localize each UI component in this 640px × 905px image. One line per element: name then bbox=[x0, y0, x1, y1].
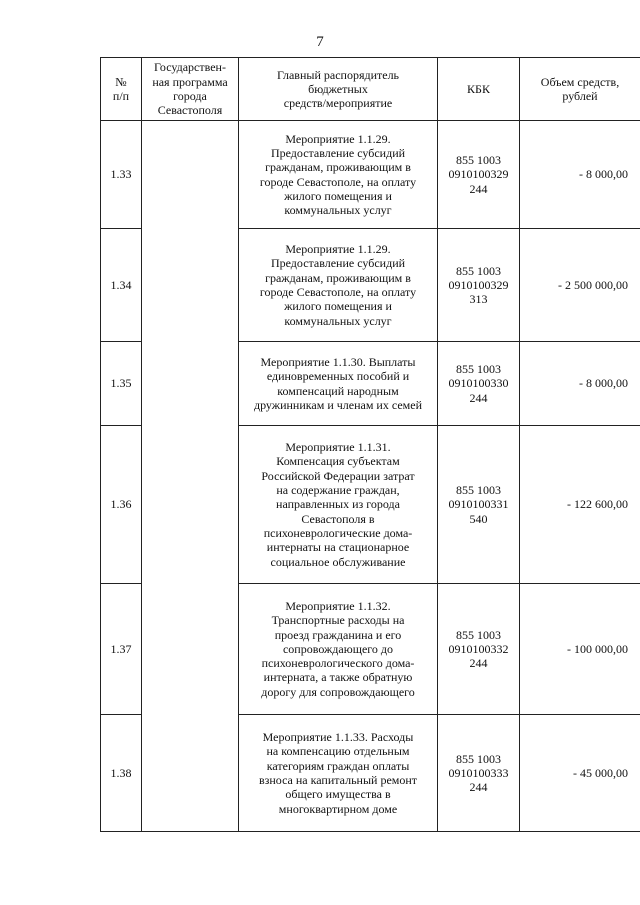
amount-cell: - 100 000,00 bbox=[520, 584, 640, 715]
program-cell bbox=[142, 121, 239, 832]
header-distributor: Главный распорядитель бюджетных средств/мероприятие bbox=[239, 58, 438, 121]
kbk-cell: 855 1003 0910100332 244 bbox=[438, 584, 520, 715]
header-kbk: КБК bbox=[438, 58, 520, 121]
amount-cell: - 122 600,00 bbox=[520, 426, 640, 584]
row-number: 1.36 bbox=[101, 426, 142, 584]
kbk-cell: 855 1003 0910100330 244 bbox=[438, 342, 520, 426]
amount-cell: - 8 000,00 bbox=[520, 342, 640, 426]
amount-cell: - 45 000,00 bbox=[520, 715, 640, 832]
activity-cell: Мероприятие 1.1.32. Транспортные расходы на проезд гражданина и его сопровождающего до психоневрологического дома- интерната, а также обратную дорогу для сопровождающего bbox=[239, 584, 438, 715]
kbk-cell: 855 1003 0910100329 313 bbox=[438, 229, 520, 342]
budget-table bbox=[100, 57, 640, 832]
row-number: 1.38 bbox=[101, 715, 142, 832]
header-volume: Объем средств, рублей bbox=[520, 58, 640, 121]
table-row bbox=[101, 121, 640, 229]
kbk-cell: 855 1003 0910100331 540 bbox=[438, 426, 520, 584]
activity-cell: Мероприятие 1.1.29. Предоставление субсидий гражданам, проживающим в городе Севастополе, на оплату жилого помещения и коммунальных услуг bbox=[239, 121, 438, 229]
activity-cell: Мероприятие 1.1.29. Предоставление субсидий гражданам, проживающим в городе Севастополе, на оплату жилого помещения и коммунальных услуг bbox=[239, 229, 438, 342]
page-number: 7 bbox=[316, 34, 324, 50]
row-number: 1.37 bbox=[101, 584, 142, 715]
kbk-cell: 855 1003 0910100333 244 bbox=[438, 715, 520, 832]
header-program: Государствен- ная программа города Севастополя bbox=[142, 58, 239, 121]
row-number: 1.34 bbox=[101, 229, 142, 342]
table-header bbox=[101, 58, 640, 121]
header-number: № п/п bbox=[101, 58, 142, 121]
activity-cell: Мероприятие 1.1.30. Выплаты единовременных пособий и компенсаций народным дружинникам и членам их семей bbox=[239, 342, 438, 426]
activity-cell: Мероприятие 1.1.31. Компенсация субъектам Российской Федерации затрат на содержание граждан, направленных из города Севастополя в психоневрологические дома- интернаты на стационарное социальное обслуживание bbox=[239, 426, 438, 584]
amount-cell: - 8 000,00 bbox=[520, 121, 640, 229]
kbk-cell: 855 1003 0910100329 244 bbox=[438, 121, 520, 229]
amount-cell: - 2 500 000,00 bbox=[520, 229, 640, 342]
row-number: 1.35 bbox=[101, 342, 142, 426]
row-number: 1.33 bbox=[101, 121, 142, 229]
activity-cell: Мероприятие 1.1.33. Расходы на компенсацию отдельным категориям граждан оплаты взноса на капитальный ремонт общего имущества в многоквартирном доме bbox=[239, 715, 438, 832]
